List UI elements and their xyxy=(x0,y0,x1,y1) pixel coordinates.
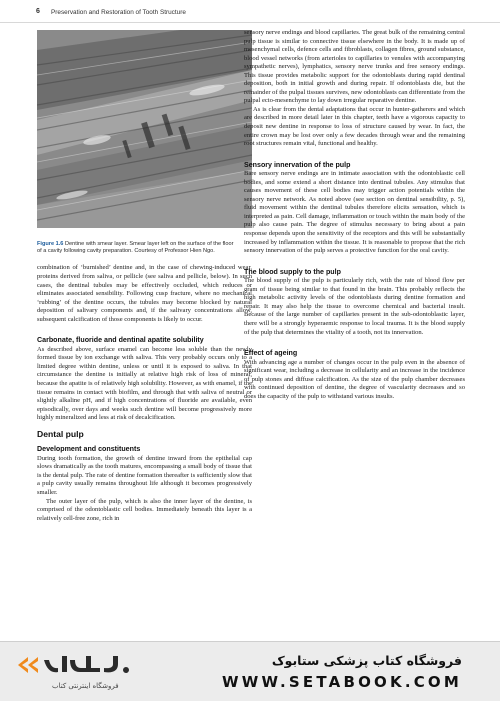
paragraph: During tooth formation, the growth of dentine inward from the epithelial cap slows dramatically as the tooth matures, encompassing a small body of tissue that is the dental pulp. The rate of dentine formation thereafter is sufficiently slow that a pulp cavity usually remains throughout life although it becomes progressively smaller. xyxy=(37,454,252,496)
figure xyxy=(37,30,252,235)
left-column xyxy=(37,30,252,523)
figure-label: Figure 1.6 xyxy=(37,241,64,247)
footer-url-link[interactable]: WWW.SETABOOK.COM xyxy=(222,673,462,691)
paragraph: sensory nerve endings and blood capillaries. The great bulk of the remaining central pulp tissue is similar to connective tissue elsewhere in the body. It is made up of mesenchymal cells, defence cells and fibroblasts, collagen fibres, ground substance, blood vessel networks (from arterioles to capillaries to venules with accompanying sympathetic nerves), lymphatics, sensory nerve trunks and free sensory endings. This tissue provides metabolic support for the odontoblasts during rapid dentinal deposition, both in initial growth and during repair. If odontoblasts die, but the remainder of the pulpal tissues survives, new odontoblasts can differentiate from the pulpal ecto-mesenchyme to lay down irregular reparative dentine. xyxy=(244,29,465,105)
subheading-blood-supply: The blood supply to the pulp xyxy=(244,267,341,276)
subheading-carbonate: Carbonate, fluoride and dentinal apatite solubility xyxy=(37,336,204,345)
subheading-development: Development and constituents xyxy=(37,445,141,454)
page-number: 6 xyxy=(36,8,40,15)
brand-logo[interactable] xyxy=(14,650,134,694)
footer-banner xyxy=(0,641,500,701)
section-heading-dental-pulp: Dental pulp xyxy=(37,428,84,439)
paragraph: Bare sensory nerve endings are in intimate association with the odontoblastic cell bodies, and some extend a short distance into dentinal tubules. Any stimulus that causes movement of these cell bodies may trigger action potentials within the sensory nerve network. As noted above (see section on dentinal sensibility, p. 5), fluid movement within the dentinal tubules therefore elicits sensation, which is interpreted as pain. Cell damage, inflammation or touch within the main body of the pulp also cause pain. The degree of stimulus necessary to bring about a pain response depends upon the sensitivity of the receptors and this will be substantially increased by inflammation within the tissue. It is reasonable to propose that the rich sensory innervation of the pulp serves a protective function for the oral cavity. xyxy=(244,170,465,255)
paragraph: The blood supply of the pulp is particularly rich, with the rate of blood flow per gram of tissue being similar to that found in the brain. This probably reflects the high metabolic activity levels of the odontoblasts during dentine formation and repair. It may also help the tissue to overcome chemical and bacterial insult. Because of the large number of capillaries present in the sub-odontoblastic layer, there will be a strongly hyperaemic response to local trauma. It is the blood supply of the pulp that determines the vitality of a tooth, not its innervation. xyxy=(244,277,465,336)
right-column xyxy=(244,29,465,401)
footer-store-title: فروشگاه کتاب پزشکی ستابوک xyxy=(271,653,462,668)
brand-tagline: فروشگاه اینترنتی کتاب xyxy=(52,682,119,690)
running-head: Preservation and Restoration of Tooth Structure xyxy=(51,8,186,16)
subheading-sensory: Sensory innervation of the pulp xyxy=(244,160,351,169)
setabook-logo-icon xyxy=(14,652,134,678)
figure-caption-text: Dentine with smear layer. Smear layer left on the surface of the floor of a cavity following cavity preparation. Courtesy of Professor Hien Ngo. xyxy=(37,241,234,255)
subheading-ageing: Effect of ageing xyxy=(244,349,298,358)
paragraph: As is clear from the dental adaptations that occur in hunter-gatherers and which are described in more detail later in this chapter, teeth have a vigorous capacity to deposit new dentine in response to loss of structure caused by wear. In fact, the entire crown may be lost over only a few decades through wear and the remaining root structures remain vital, functional and healthy. xyxy=(244,105,465,148)
paragraph: As described above, surface enamel can become less soluble than the newly formed tissue by ion exchange with saliva. This very probably occurs only to a limited degree within dentine, unless or until it is exposed to saliva. In that circumstance the dentine is initially at relative high risk of loss of mineral, because the apatite is of relatively high solubility. However, as with enamel, if the tissue remains in contact with biofilm, and through that with saliva of neutral or slightly alkaline pH, and if high concentrations of fluoride are available, even episodically, over days and weeks such dentine will become progressively more highly mineralized and less at risk of decalcification. xyxy=(37,345,252,422)
paragraph: The outer layer of the pulp, which is also the inner layer of the dentine, is comprised of the odontoblastic cell bodies. Immediately beneath this layer is a relatively cell-free zone, rich in xyxy=(37,497,252,522)
paragraph: With advancing age a number of changes occur in the pulp even in the absence of significant wear, including a decrease in cellularity and an increase in the incidence of pulp stones and diffuse calcification. As the size of the pulp chamber decreases with continued deposition of dentine, the degree of vascularity decreases and so does the capacity of the pulp to withstand various insults. xyxy=(244,358,465,400)
paragraph: combination of ‘burnished’ dentine and, in the case of chewing-induced wear, proteins derived from saliva, or pellicle (see saliva and pellicle, below). In such cases, the dentinal tubules may be effectively occluded, which reduces or eliminates associated sensibility. Following cusp fracture, where no mechanical ‘rubbing’ of the dentine occurs, the tubules may become blocked by natural deposition of salivary components and, if the salivary concentrations allow, subsequent calcification of those components is likely to occur. xyxy=(37,264,252,323)
figure-caption xyxy=(37,241,237,255)
micrograph-image xyxy=(37,30,252,228)
page-header xyxy=(0,0,500,23)
